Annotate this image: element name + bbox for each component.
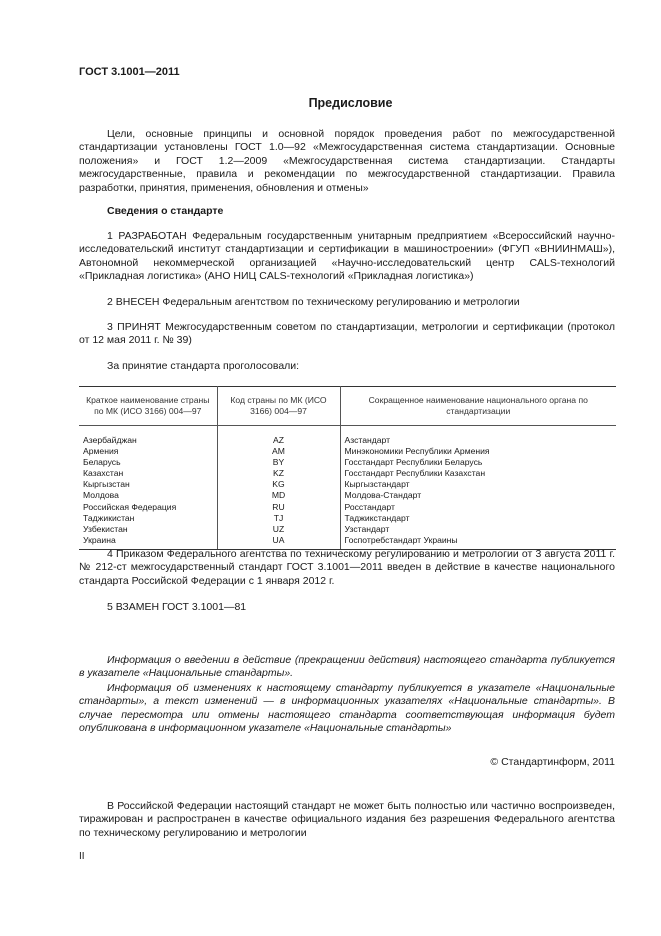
voted-label: За принятие стандарта проголосовали: — [107, 360, 300, 372]
table-row — [79, 513, 616, 524]
country-name: Украина — [79, 535, 217, 550]
country-name: Узбекистан — [79, 524, 217, 535]
page-number: II — [79, 851, 85, 862]
standards-body: Госстандарт Республики Беларусь — [340, 457, 616, 468]
country-code: BY — [217, 457, 340, 468]
country-name: Азербайджан — [79, 426, 217, 447]
standards-body: Азстандарт — [340, 426, 616, 447]
table-row — [79, 457, 616, 468]
standards-body: Госстандарт Республики Казахстан — [340, 468, 616, 479]
country-code: MD — [217, 490, 340, 501]
column-header-code: Код страны по МК (ИСО 3166) 004—97 — [217, 387, 340, 426]
table-row — [79, 446, 616, 457]
country-name: Казахстан — [79, 468, 217, 479]
country-code: UA — [217, 535, 340, 550]
item-replaces: 5 ВЗАМЕН ГОСТ 3.1001—81 — [107, 601, 247, 613]
country-name: Армения — [79, 446, 217, 457]
standards-body: Узстандарт — [340, 524, 616, 535]
column-header-country: Краткое наименование страны по МК (ИСО 3166) 004—97 — [79, 387, 217, 426]
table-row — [79, 502, 616, 513]
country-code: KG — [217, 479, 340, 490]
standards-body: Росстандарт — [340, 502, 616, 513]
table-row — [79, 490, 616, 501]
item-developed: 1 РАЗРАБОТАН Федеральным государственным унитарным предприятием «Всероссийский научно-исследовательский институт стандартизации и сертификации в машиностроении» (ФГУП «ВНИИНМАШ»), Автономной некоммерческой организацией «Научно-исследовательский центр CALS-технологий «Прикладная логистика» (АНО НИЦ CALS-технологий «Прикладная логистика») — [79, 230, 615, 283]
table-row — [79, 524, 616, 535]
country-code: UZ — [217, 524, 340, 535]
country-name: Молдова — [79, 490, 217, 501]
country-code: KZ — [217, 468, 340, 479]
standards-body: Госпотребстандарт Украины — [340, 535, 616, 550]
table-header-row — [79, 387, 616, 426]
voting-table — [79, 386, 616, 550]
info-enactment: Информация о введении в действие (прекращении действия) настоящего стандарта публикуется в указателе «Национальные стандарты». — [79, 654, 615, 680]
country-name: Беларусь — [79, 457, 217, 468]
legal-notice: В Российской Федерации настоящий стандарт не может быть полностью или частично воспроизведен, тиражирован и распространен в качестве официального издания без разрешения Федерального агентства по техническому регулированию и метрологии — [79, 800, 615, 839]
standards-body: Молдова-Стандарт — [340, 490, 616, 501]
page-title: Предисловие — [308, 96, 393, 110]
table-row — [79, 468, 616, 479]
section-heading: Сведения о стандарте — [107, 205, 224, 217]
column-header-authority: Сокращенное наименование национального органа по стандартизации — [340, 387, 616, 426]
standards-body: Кыргызстандарт — [340, 479, 616, 490]
country-code: AM — [217, 446, 340, 457]
item-adopted: 3 ПРИНЯТ Межгосударственным советом по стандартизации, метрологии и сертификации (протокол от 12 мая 2011 г. № 39) — [79, 321, 615, 347]
table-row — [79, 426, 616, 447]
country-code: AZ — [217, 426, 340, 447]
table-row — [79, 479, 616, 490]
country-name: Российская Федерация — [79, 502, 217, 513]
country-name: Кыргызстан — [79, 479, 217, 490]
country-code: RU — [217, 502, 340, 513]
country-name: Таджикистан — [79, 513, 217, 524]
info-changes: Информация об изменениях к настоящему стандарту публикуется в указателе «Национальные стандарты», а текст изменений — в информационных указателях «Национальные стандарты». В случае пересмотра или отмены настоящего стандарта соответствующая информация будет опубликована в информационном указателе «Национальные стандарты» — [79, 682, 615, 735]
standards-body: Таджикстандарт — [340, 513, 616, 524]
standards-body: Минэкономики Республики Армения — [340, 446, 616, 457]
item-enacted: 4 Приказом Федерального агентства по техническому регулированию и метрологии от 3 августа 2011 г. № 212-ст межгосударственный стандарт ГОСТ 3.1001—2011 введен в действие в качестве национального стандарта Российской Федерации с 1 января 2012 г. — [79, 548, 615, 587]
copyright: © Стандартинформ, 2011 — [490, 756, 615, 768]
intro-paragraph: Цели, основные принципы и основной порядок проведения работ по межгосударственной стандартизации установлены ГОСТ 1.0—92 «Межгосударственная система стандартизации. Основные положения» и ГОСТ 1.2—2009 «Межгосударственная система стандартизации. Стандарты межгосударственные, правила и рекомендации по межгосударственной стандартизации. Правила разработки, принятия, применения, обновления и отмены» — [79, 128, 615, 194]
document-id: ГОСТ 3.1001—2011 — [79, 66, 180, 78]
country-code: TJ — [217, 513, 340, 524]
item-submitted: 2 ВНЕСЕН Федеральным агентством по техническому регулированию и метрологии — [107, 296, 520, 308]
